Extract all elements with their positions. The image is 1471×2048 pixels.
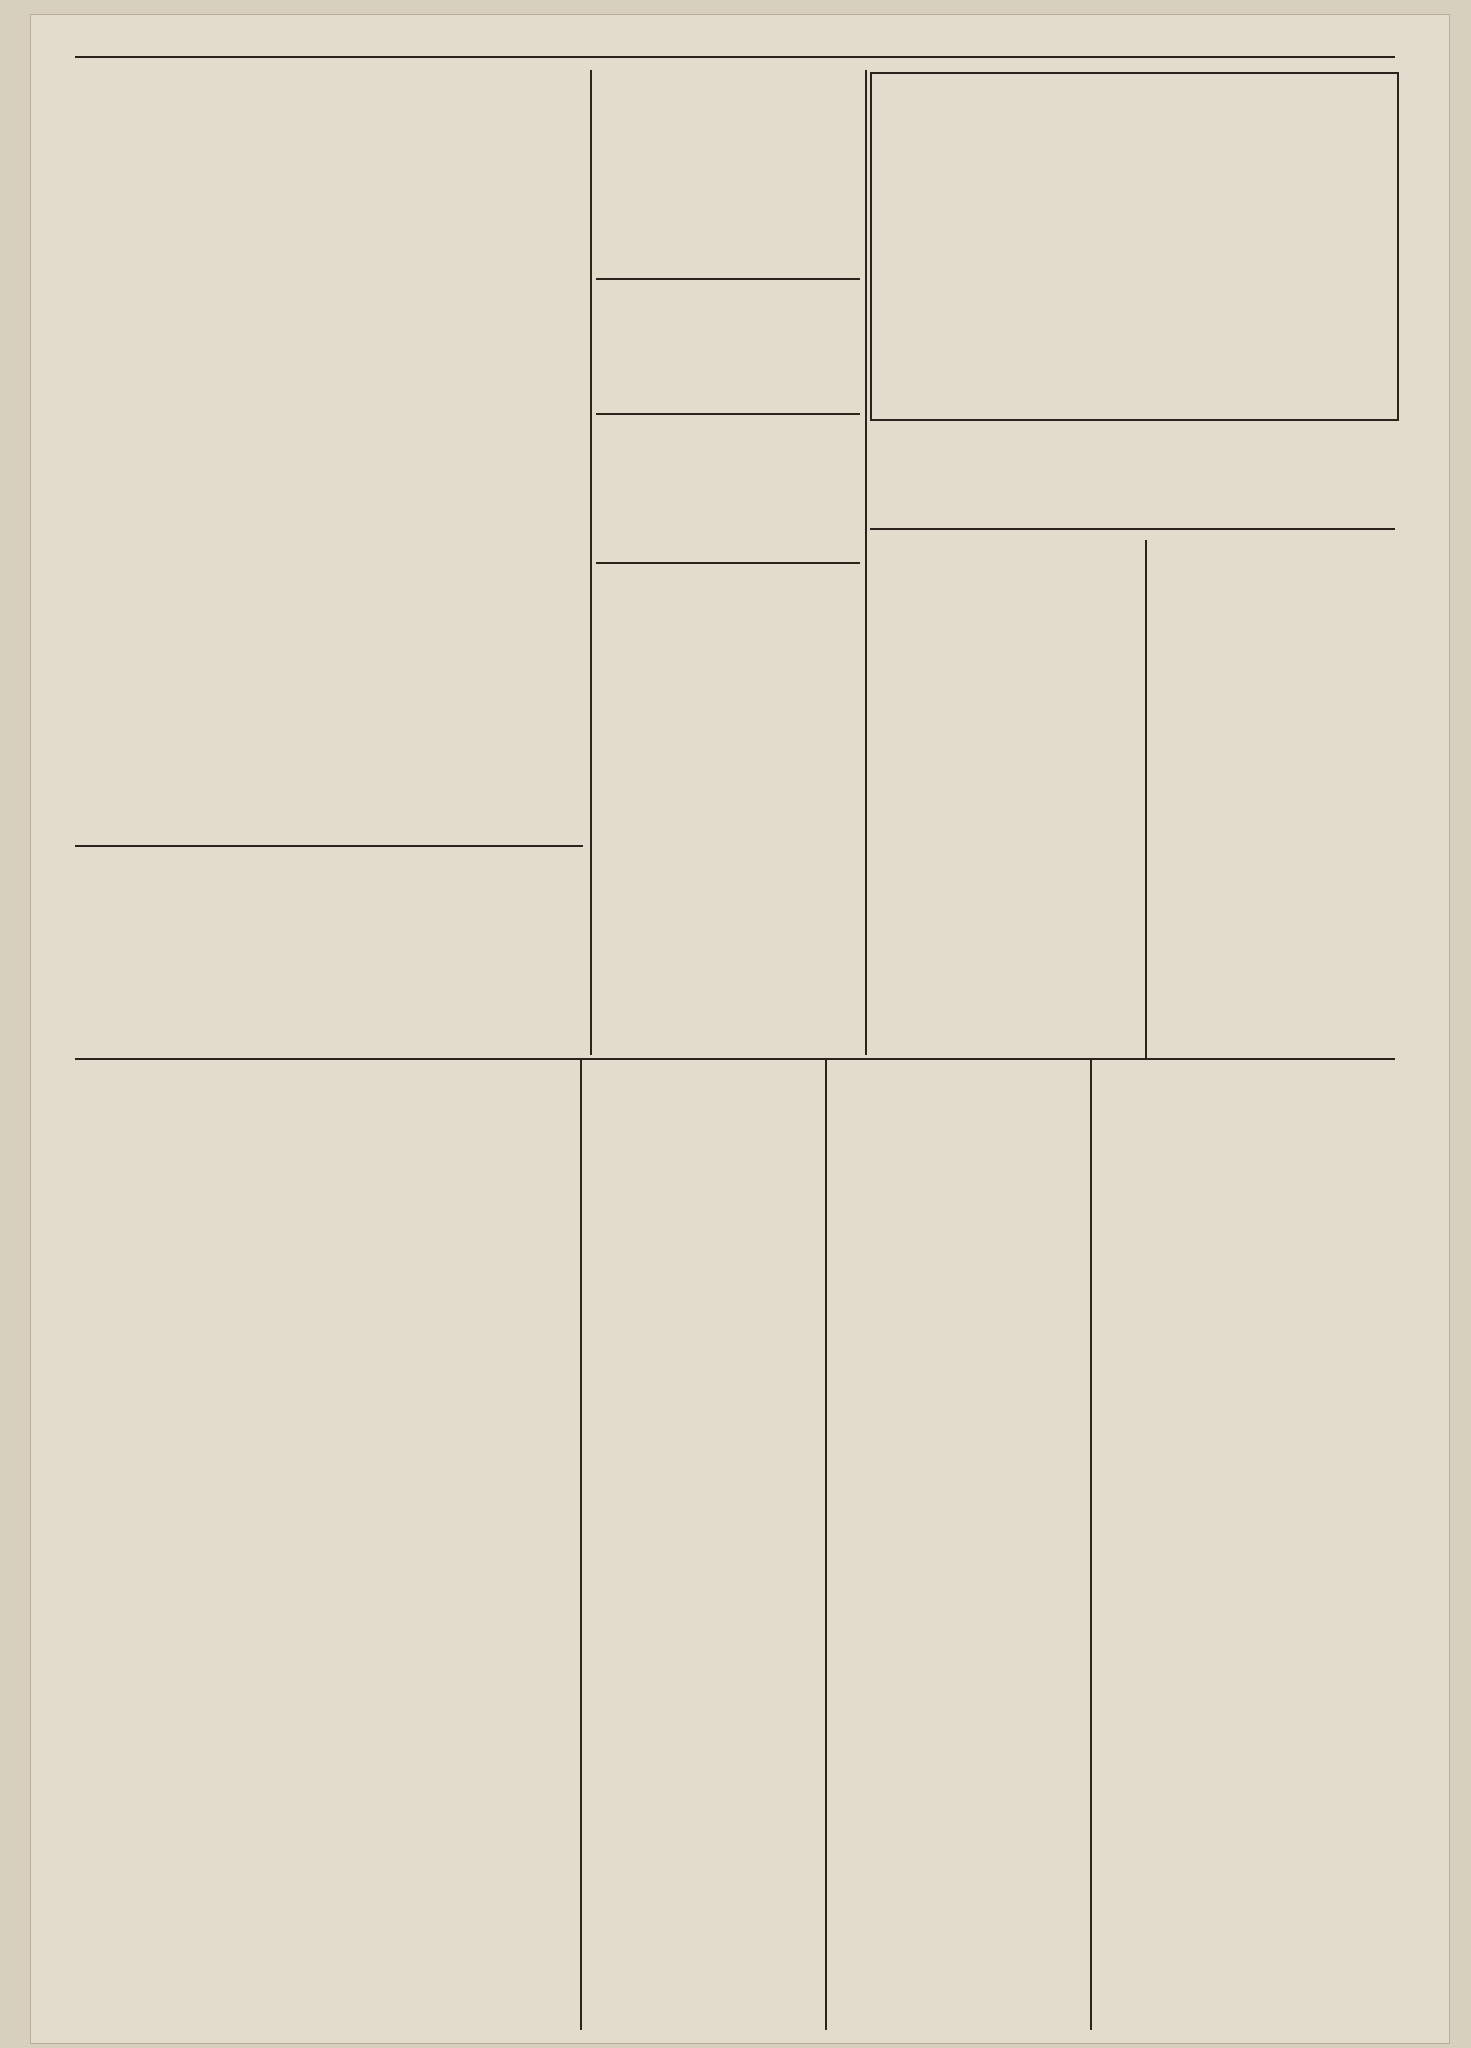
section-rule — [596, 413, 860, 415]
clinic-ad — [870, 72, 1399, 421]
engineer-ad — [596, 72, 860, 272]
masthead-bar — [75, 34, 1395, 58]
column-rule — [580, 1060, 582, 2030]
column-rule — [865, 70, 867, 1055]
section-rule — [870, 528, 1395, 530]
lamp-ad — [596, 418, 860, 558]
oil-list-left — [870, 572, 1142, 1057]
column-rule — [825, 1060, 827, 2030]
oil-list-right — [1150, 572, 1395, 1057]
column-rule — [590, 70, 592, 1055]
registry-ad — [596, 568, 860, 1056]
tender-ad — [75, 72, 583, 842]
hospital-ad — [870, 425, 1395, 525]
section-rule — [75, 1058, 1395, 1060]
column-rule — [1090, 1060, 1092, 2030]
column-rule — [1145, 540, 1147, 1060]
oil-products-header — [870, 534, 1395, 570]
factory-ad — [596, 284, 860, 409]
cafe-ad — [75, 845, 583, 1007]
section-rule — [596, 562, 860, 564]
section-rule — [596, 278, 860, 280]
